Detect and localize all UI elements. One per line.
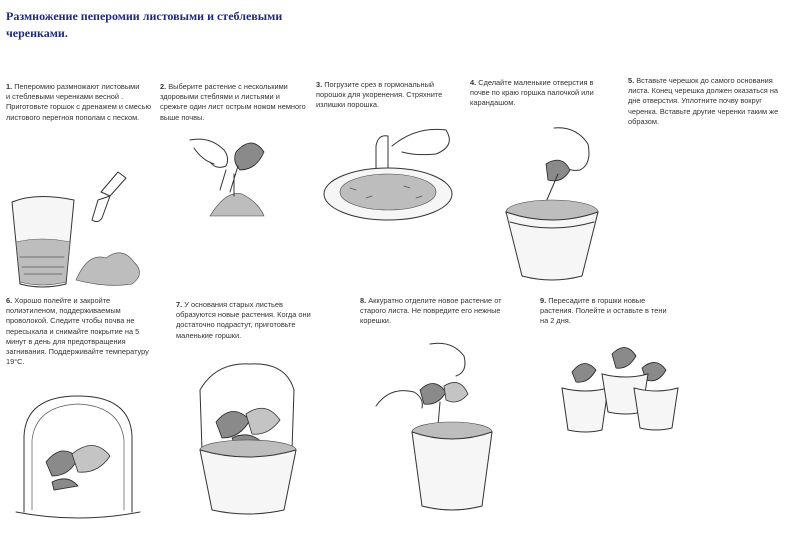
step-6-text: 6. Хорошо полейте и закройте полиэтиленом, поддерживаемым проволокой. Следите чтобы почва не пересыхала и снимайте покрытие на 5 минут в день для предотвращения загнивания. Поддерживайте температуру 19°С.	[6, 296, 149, 367]
step-3	[316, 80, 466, 230]
step-8	[360, 296, 520, 526]
step-4-text: 4. Сделайте маленькие отверстия в почве по краю горшка палочкой или карандашом.	[470, 78, 594, 108]
step-7-text: 7. У основания старых листьев образуются новые растения. Когда они достаточно подрастут, приготовьте маленькие горшки.	[176, 300, 311, 340]
step-9-text: 9. Пересадите в горшки новые растения. Полейте и оставьте в тени на 2 дня.	[540, 296, 667, 326]
step-9	[540, 296, 700, 446]
step-7-illustration	[176, 350, 326, 520]
step-3-illustration	[316, 116, 466, 236]
step-4-illustration	[470, 118, 620, 278]
step-8-illustration	[360, 336, 520, 516]
step-2-text: 2. Выберите растение с несколькими здоровыми стеблями и листьями и срежьте один лист острым ножом немного выше почвы.	[160, 82, 306, 122]
step-1	[6, 82, 154, 292]
step-5-text: 5. Вставьте черешок до самого основания листа. Конец черешка должен оказаться на дне отверстия. Уплотните почву вокруг черенка. Вставьте другие черенки таким же образом.	[628, 76, 779, 126]
step-7	[176, 300, 326, 525]
step-8-text: 8. Аккуратно отделите новое растение от старого листа. Не повредите его нежные корешки.	[360, 296, 502, 326]
step-3-text: 3. Погрузите срез в гормональный порошок для укоренения. Стряхните излишки порошка.	[316, 80, 443, 110]
step-9-illustration	[550, 338, 700, 448]
step-5	[628, 76, 788, 176]
step-6-illustration	[6, 392, 158, 522]
step-1-text: 1. Пеперомию размножают листовыми и стеблевыми черенками весной . Приготовьте горшок с дренажем и смесью листового перегноя пополам с песком.	[6, 82, 152, 122]
step-6	[6, 296, 158, 526]
step-1-illustration	[6, 162, 154, 292]
step-2-illustration	[160, 130, 310, 230]
step-2	[160, 82, 310, 232]
page-title: Размножение пеперомии листовыми и стеблевыми черенками.	[6, 9, 283, 40]
step-4	[470, 78, 620, 278]
